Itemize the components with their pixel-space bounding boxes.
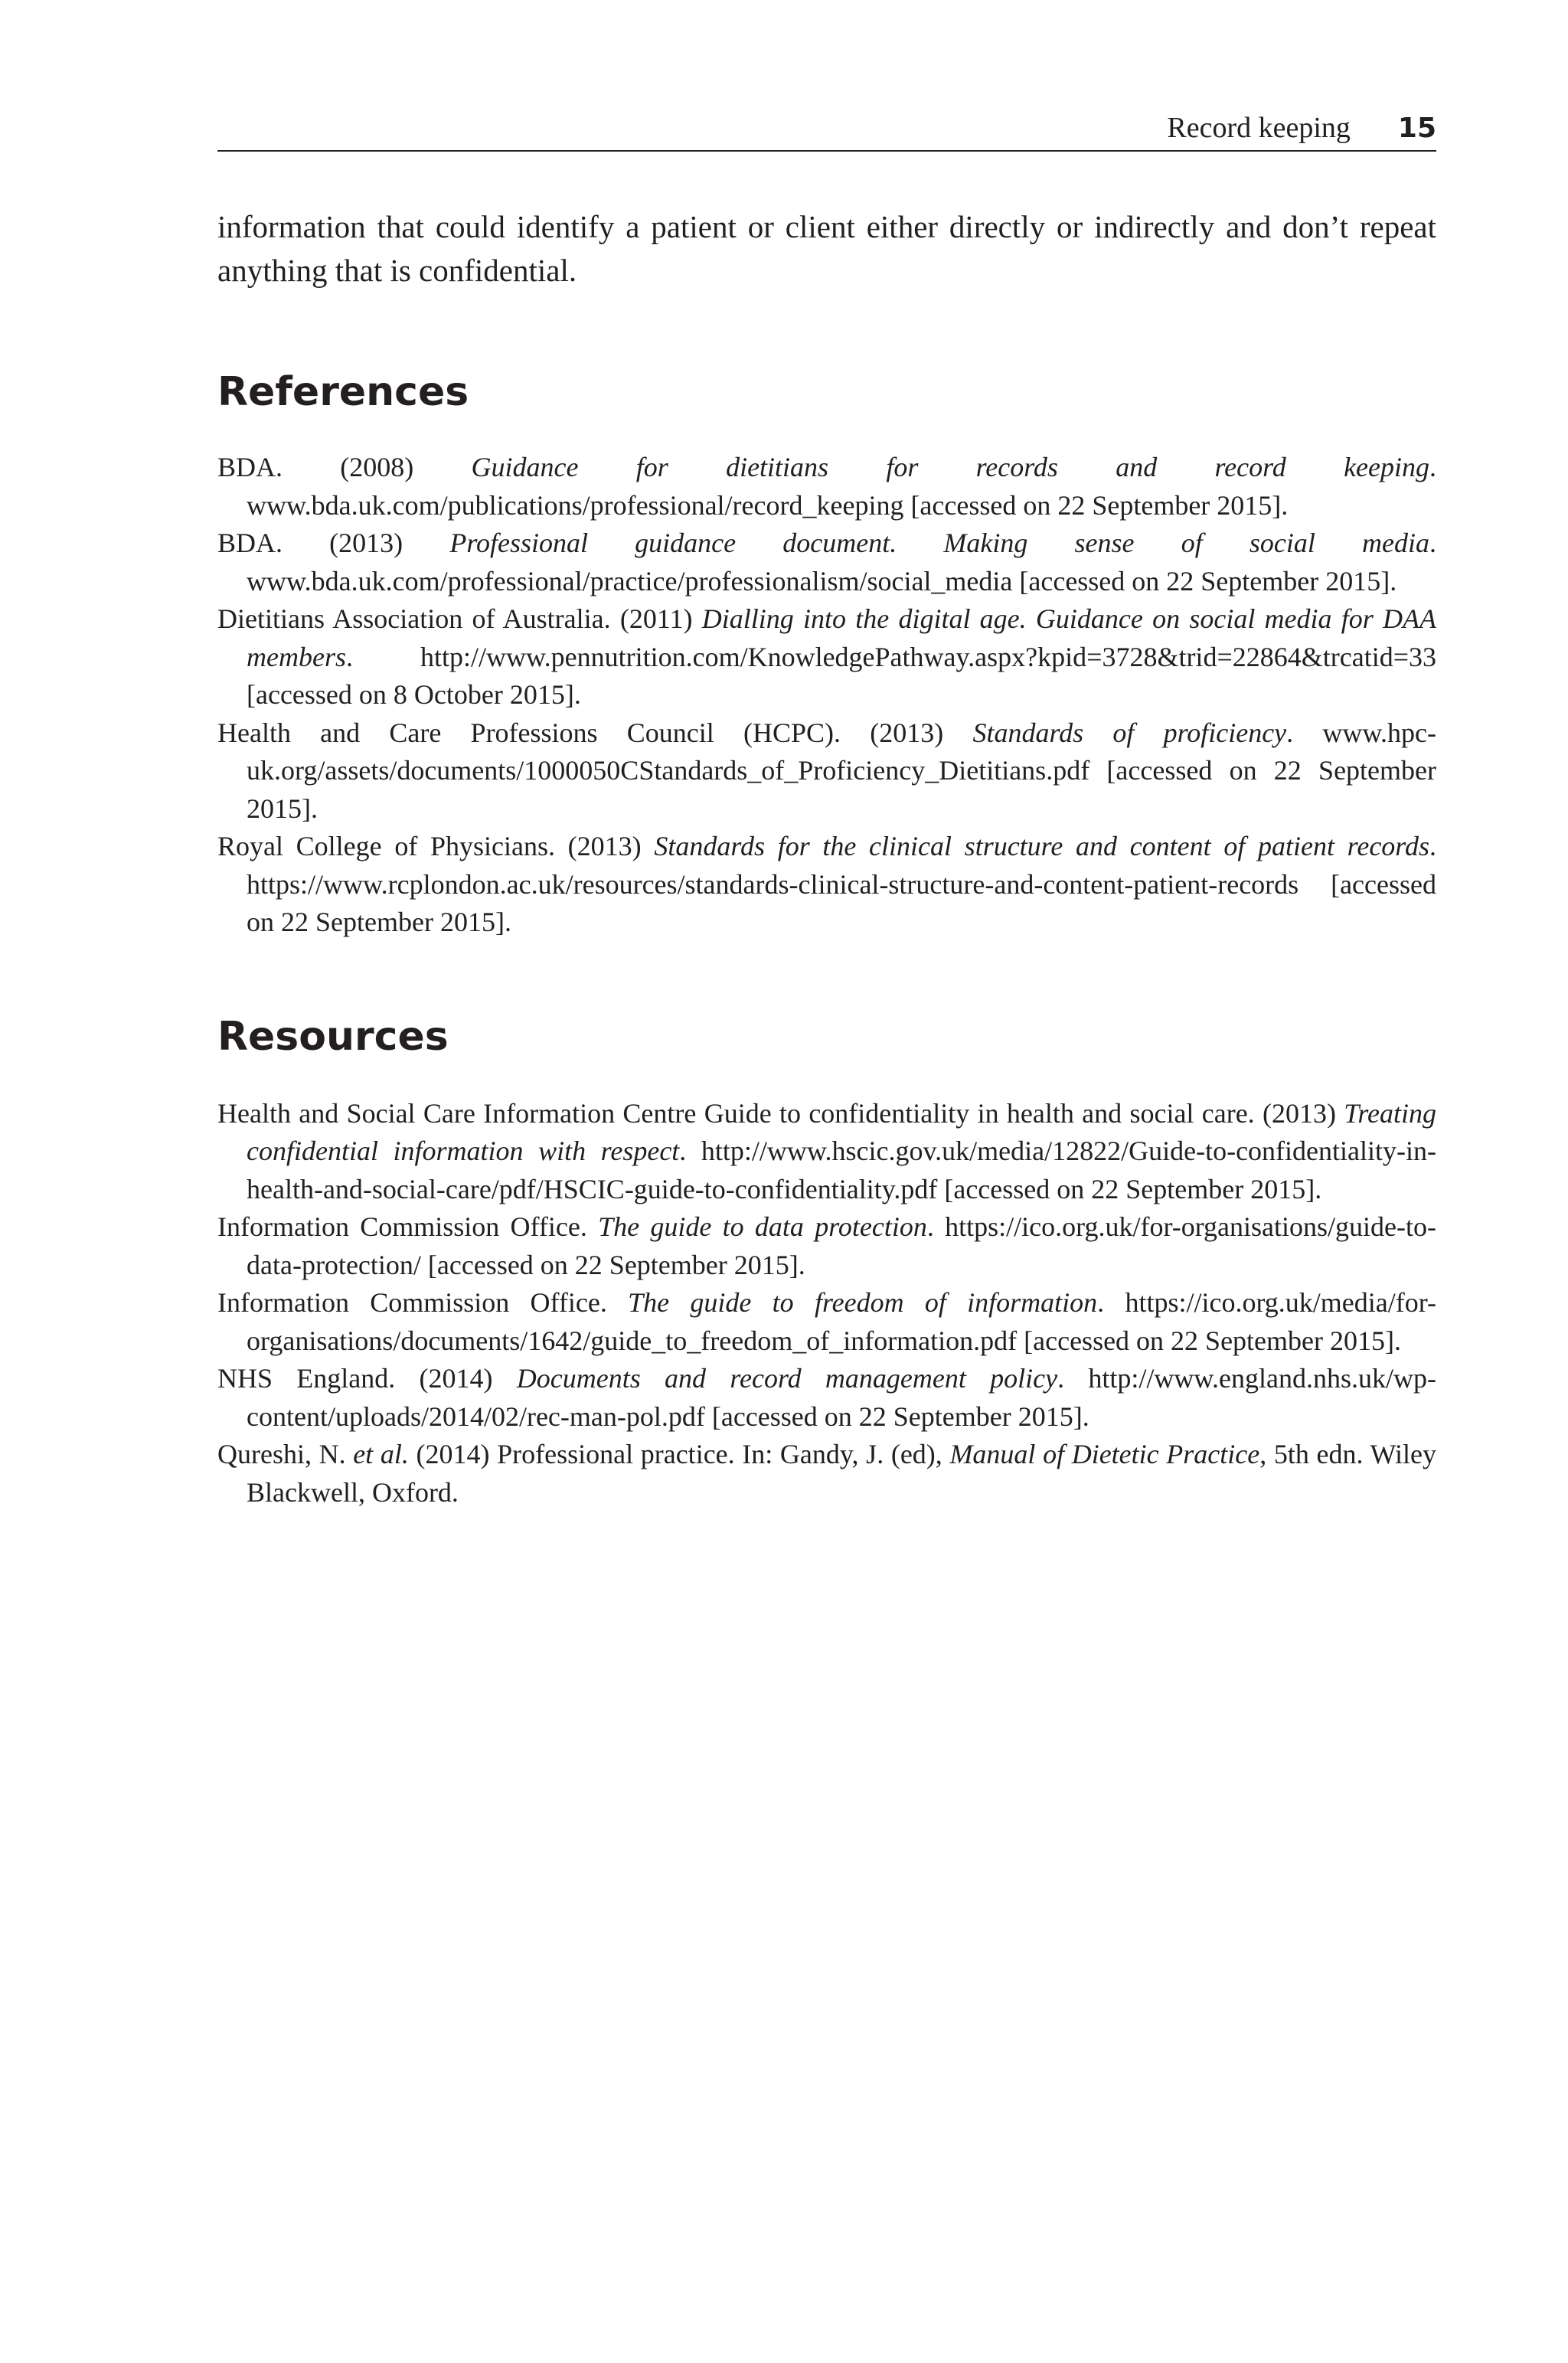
resource-lead: Information Commission Office. [217, 1211, 599, 1242]
reference-lead: Health and Care Professions Council (HCPC). (2013) [217, 717, 973, 748]
resource-title: et al. [353, 1439, 409, 1469]
resource-title: The guide to data protection [598, 1211, 927, 1242]
resource-tail-2: , 5th edn. Wiley Blackwell, Oxford. [247, 1439, 1436, 1508]
reference-title: Standards for the clinical structure and content of patient records [654, 831, 1429, 861]
resource-item [217, 1095, 1436, 1209]
running-head [217, 106, 1436, 152]
reference-title: Professional guidance document. Making sense of social media [449, 528, 1429, 558]
reference-tail: . www.hpc-uk.org/assets/documents/1000050CStandards_of_Proficiency_Dietitians.pdf [accessed on 22 September 2015]. [247, 717, 1436, 824]
resource-tail: . http://www.hscic.gov.uk/media/12822/Guide-to-confidentiality-in-health-and-social-care/pdf/HSCIC-guide-to-confidentiality.pdf [accessed on 22 September 2015]. [247, 1136, 1436, 1204]
page-content [217, 205, 1436, 1512]
reference-lead: BDA. (2008) [217, 452, 472, 482]
reference-lead: BDA. (2013) [217, 528, 450, 558]
reference-tail: . www.bda.uk.com/professional/practice/professionalism/social_media [accessed on 22 September 2015]. [247, 528, 1436, 596]
resources-heading: Resources [217, 1013, 449, 1060]
intro-paragraph: information that could identify a patient or client either directly or indirectly and don’t repeat anything that is confidential. [217, 209, 1436, 288]
resource-tail: (2014) Professional practice. In: Gandy, J. (ed), [408, 1439, 950, 1469]
references-heading: References [217, 369, 469, 415]
resource-title-2: Manual of Dietetic Practice [949, 1439, 1260, 1469]
resource-item [217, 1436, 1436, 1512]
resource-item [217, 1208, 1436, 1284]
resource-title: Documents and record management policy [516, 1363, 1058, 1394]
resource-title: The guide to freedom of information [628, 1287, 1098, 1318]
resource-title: Treating confidential information with respect [247, 1097, 1436, 1166]
resource-tail: . http://www.england.nhs.uk/wp-content/uploads/2014/02/rec-man-pol.pdf [accessed on 22 September 2015]. [247, 1363, 1436, 1432]
resources-list [217, 1095, 1436, 1512]
reference-item [217, 600, 1436, 714]
reference-title: Guidance for dietitians for records and record keeping [471, 452, 1430, 482]
resource-tail: . https://ico.org.uk/for-organisations/guide-to-data-protection/ [accessed on 22 September 2015]. [247, 1211, 1436, 1280]
reference-item [217, 449, 1436, 525]
reference-item [217, 714, 1436, 829]
running-title: Record keeping [1167, 112, 1351, 144]
resource-tail: . https://ico.org.uk/media/for-organisations/documents/1642/guide_to_freedom_of_information.pdf [accessed on 22 September 2015]. [247, 1287, 1436, 1356]
reference-title: Standards of proficiency [972, 717, 1287, 748]
reference-item [217, 525, 1436, 600]
resource-lead: Information Commission Office. [217, 1287, 629, 1318]
resource-item [217, 1284, 1436, 1360]
reference-title: Dialling into the digital age. Guidance on social media for DAA members [247, 603, 1436, 672]
reference-tail: . www.bda.uk.com/publications/professional/record_keeping [accessed on 22 September 2015]. [247, 452, 1437, 521]
resource-item [217, 1360, 1436, 1436]
resource-lead: NHS England. (2014) [217, 1363, 517, 1394]
resource-lead: Qureshi, N. [217, 1439, 354, 1469]
page-number: 15 [1397, 112, 1436, 144]
reference-item [217, 828, 1436, 942]
reference-lead: Royal College of Physicians. (2013) [217, 831, 655, 861]
reference-tail: . http://www.pennutrition.com/KnowledgePathway.aspx?kpid=3728&trid=22864&trcatid=33 [accessed on 8 October 2015]. [247, 641, 1436, 710]
reference-lead: Dietitians Association of Australia. (2011) [217, 603, 702, 634]
references-list [217, 449, 1436, 942]
reference-tail: . https://www.rcplondon.ac.uk/resources/standards-clinical-structure-and-content-patient-records [accessed on 22 September 2015]. [247, 831, 1436, 937]
resource-lead: Health and Social Care Information Centre Guide to confidentiality in health and social care. (2013) [217, 1097, 1344, 1129]
